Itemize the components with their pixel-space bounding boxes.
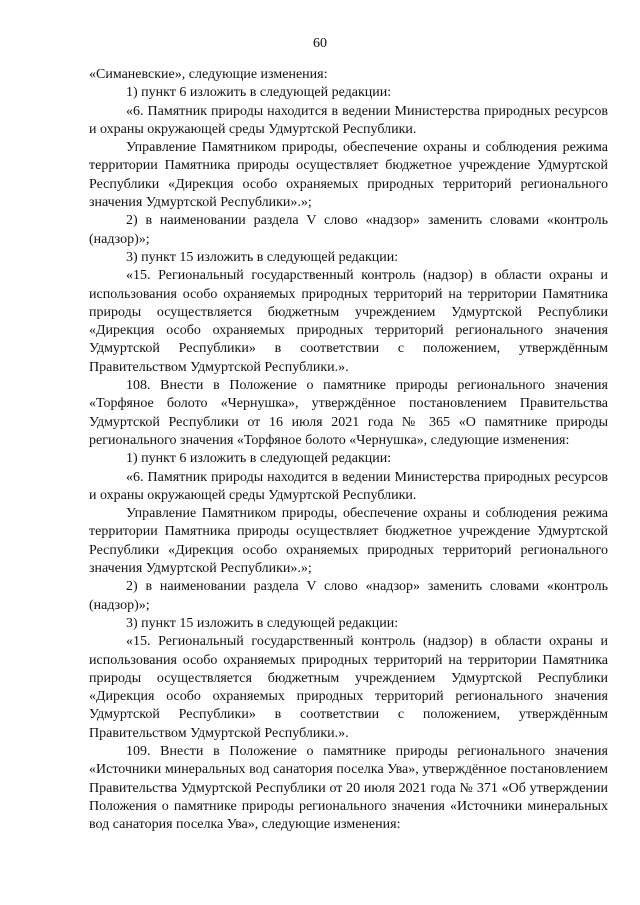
paragraph: «6. Памятник природы находится в ведении Министерства природных ресурсов и охраны окружающей среды Удмуртской Республики. xyxy=(89,469,608,503)
paragraph: 1) пункт 6 изложить в следующей редакции: xyxy=(126,451,392,467)
paragraph: «15. Региональный государственный контроль (надзор) в области охраны и использования особо охраняемых природных территорий на территории Памятника природы осуществляется бюджетным учреждением Удмуртской Республики «Дирекция особо охраняемых природных территорий регионального значения Удмуртской Республики» в соответствии с положением, утверждённым Правительством Удмуртской Республики.». xyxy=(89,268,608,375)
paragraph: 109. Внести в Положение о памятнике природы регионального значения «Источники минеральных вод санатория поселка Ува», утверждённое постановлением Правительства Удмуртской Республики от 20 июля 2021 года № 371 «Об утверждении Положения о памятнике природы регионального значения «Источники минеральных вод санатория поселка Ува», следующие изменения: xyxy=(89,743,608,833)
page-number: 60 xyxy=(313,36,327,51)
paragraph: Управление Памятником природы, обеспечение охраны и соблюдения режима территории Памятника природы осуществляет бюджетное учреждение Удмуртской Республики «Дирекция особо охраняемых природных территорий регионального значения Удмуртской Республики».»; xyxy=(89,140,608,211)
paragraph: «Симаневские», следующие изменения: xyxy=(89,67,328,82)
paragraph: Управление Памятником природы, обеспечение охраны и соблюдения режима территории Памятника природы осуществляет бюджетное учреждение Удмуртской Республики «Дирекция особо охраняемых природных территорий регионального значения Удмуртской Республики».»; xyxy=(89,506,608,577)
paragraph: 2) в наименовании раздела V слово «надзор» заменить словами «контроль (надзор)»; xyxy=(89,213,608,247)
paragraph: «15. Региональный государственный контроль (надзор) в области охраны и использования особо охраняемых природных территорий на территории Памятника природы осуществляется бюджетным учреждением Удмуртской Республики «Дирекция особо охраняемых природных территорий регионального значения Удмуртской Республики» в соответствии с положением, утверждённым Правительством Удмуртской Республики.». xyxy=(89,634,608,741)
paragraph: 3) пункт 15 изложить в следующей редакции: xyxy=(126,249,399,265)
paragraph: 108. Внести в Положение о памятнике природы регионального значения «Торфяное болото «Чернушка», утверждённое постановлением Правительства Удмуртской Республики от 16 июля 2021 года № 365 «О памятнике природы регионального значения «Торфяное болото «Чернушка», следующие изменения: xyxy=(89,378,608,448)
paragraph: 1) пункт 6 изложить в следующей редакции: xyxy=(126,85,392,101)
document-body xyxy=(89,66,608,834)
paragraph: 2) в наименовании раздела V слово «надзор» заменить словами «контроль (надзор)»; xyxy=(89,579,608,613)
paragraph: 3) пункт 15 изложить в следующей редакции: xyxy=(126,615,399,631)
paragraph: «6. Памятник природы находится в ведении Министерства природных ресурсов и охраны окружающей среды Удмуртской Республики. xyxy=(89,103,608,137)
